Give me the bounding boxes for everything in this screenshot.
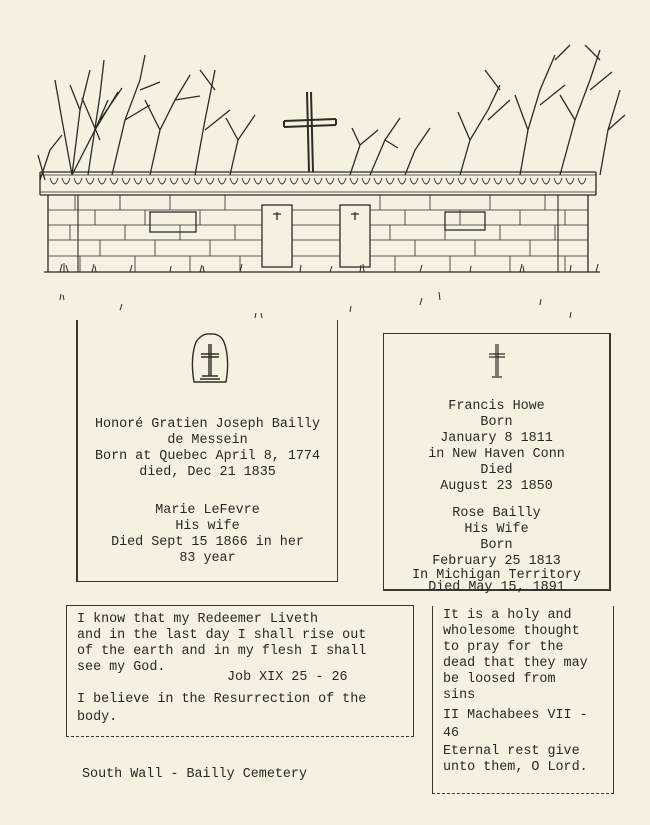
prayer-box <box>432 606 614 794</box>
death-date: August 23 1850 <box>440 479 553 494</box>
scripture-line: see my God. <box>77 660 166 675</box>
name-suffix: de Messein <box>167 433 248 448</box>
prayer-citation: 46 <box>443 726 460 741</box>
prayer-line: to pray for the <box>443 640 564 655</box>
spouse-death-line: Died Sept 15 1866 in her <box>111 535 304 550</box>
grass-tufts <box>60 263 598 318</box>
person-name: Honoré Gratien Joseph Bailly <box>95 417 320 432</box>
died-label: Died <box>480 463 513 478</box>
rest-line: Eternal rest give <box>443 744 580 759</box>
scripture-box <box>66 605 414 737</box>
small-cross-icon <box>486 342 508 380</box>
wall-coping <box>40 172 596 195</box>
birth-line: Born at Quebec April 8, 1774 <box>95 449 320 464</box>
prayer-citation: II Machabees VII - <box>443 708 588 723</box>
scripture-line: of the earth and in my flesh I shall <box>77 644 367 659</box>
person-name: Francis Howe <box>448 399 545 414</box>
spouse-age-line: 83 year <box>179 551 236 566</box>
spouse-death-line: Died May 15, 1891 <box>428 580 565 595</box>
spouse-born-label: Born <box>480 538 513 553</box>
birth-place: in New Haven Conn <box>428 447 565 462</box>
spouse-relation: His Wife <box>464 522 529 537</box>
prayer-line: wholesome thought <box>443 624 580 639</box>
rest-line: unto them, O Lord. <box>443 760 588 775</box>
prayer-line: dead that they may <box>443 656 588 671</box>
scripture-citation: Job XIX 25 - 26 <box>227 670 348 685</box>
right-memorial-tablet <box>383 333 611 595</box>
spouse-relation: His wife <box>175 519 240 534</box>
birth-date: January 8 1811 <box>440 431 553 446</box>
scripture-line: and in the last day I shall rise out <box>77 628 367 643</box>
spouse-birth-date: February 25 1813 <box>432 554 561 569</box>
belief-line: body. <box>77 710 118 725</box>
cemetery-wall-illustration <box>0 0 650 330</box>
prayer-line: be loosed from <box>443 672 556 687</box>
born-label: Born <box>480 415 513 430</box>
death-line: died, Dec 21 1835 <box>139 465 276 480</box>
prayer-line: sins <box>443 688 476 703</box>
wooden-cross <box>284 92 336 172</box>
page-caption: South Wall - Bailly Cemetery <box>82 767 307 782</box>
belief-line: I believe in the Resurrection of the <box>77 692 367 707</box>
prayer-line: It is a holy and <box>443 608 572 623</box>
spouse-name: Rose Bailly <box>452 506 541 521</box>
brick-wall <box>44 195 600 272</box>
shrub-branches <box>38 45 625 180</box>
cross-on-stone-icon <box>188 330 232 386</box>
left-memorial-tablet <box>76 320 338 582</box>
spouse-name: Marie LeFevre <box>155 503 260 518</box>
spouse-birth-place: In Michigan Territory <box>412 568 581 583</box>
scripture-line: I know that my Redeemer Liveth <box>77 612 319 627</box>
